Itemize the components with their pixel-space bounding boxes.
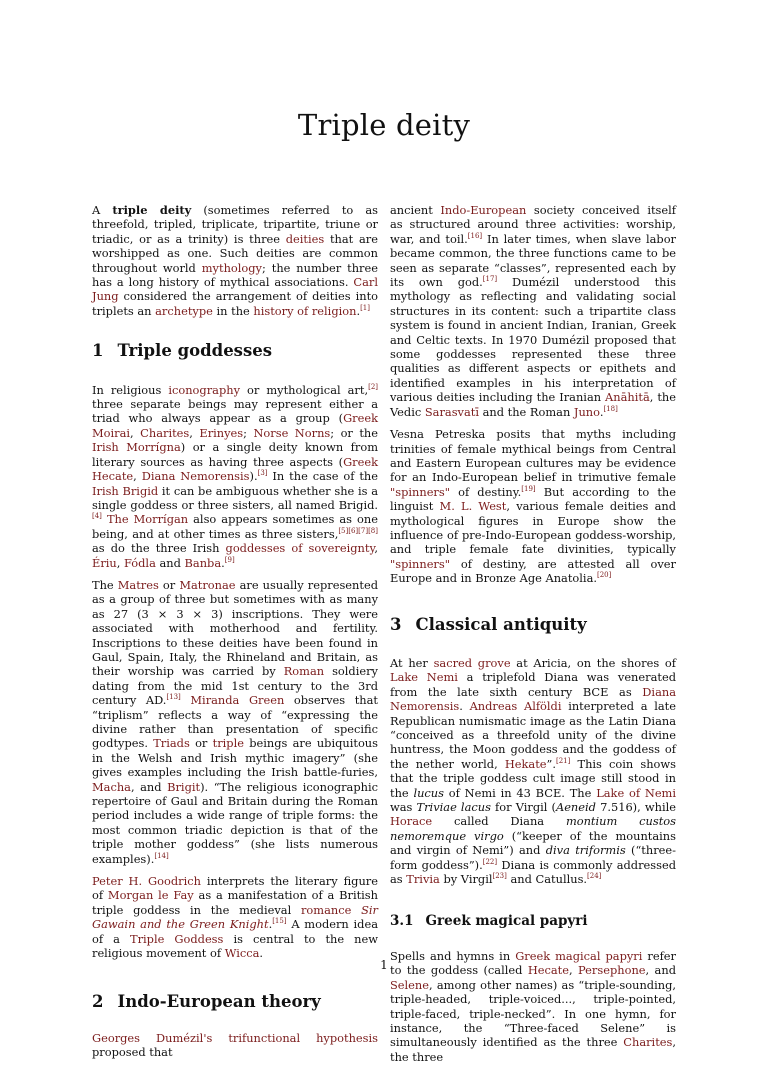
link-lake-of-nemi[interactable]: Lake of Nemi	[596, 785, 677, 800]
link-peter-h-goodrich[interactable]: Peter H. Goodrich	[92, 874, 201, 889]
link-georges-dumezil[interactable]: Georges Dumézil's	[92, 1030, 213, 1045]
paragraph: ancient Indo-European society conceived itself as structured around three activities: worship, war, and toil.[16] In later times, when slave labor became common, the three functions came to be seen as separate “classes”, represented each by its own god.[17] Dumézil understood this mythology as reflecting and validating social structures in its content: such a tripartite class system is found in ancient Indian, Iranian, Greek and Celtic texts. In 1970 Dumézil proposed that some goddesses represented these three qualities as different aspects or epithets and identified examples in his interpretation of various deities including the Iranian Anāhitā, the Vedic Sarasvatī and the Roman Juno.[18]	[390, 203, 676, 419]
link-greek-magical-papyri[interactable]: Greek magical papyri	[515, 948, 643, 963]
page-title: Triple deity	[297, 108, 471, 142]
link-diana-nemorensis-2[interactable]: Diana Nemorensis	[390, 684, 676, 714]
link-romance[interactable]: romance	[300, 902, 352, 917]
link-andreas-alfoldi[interactable]: Andreas Alföldi	[469, 699, 562, 714]
paragraph: Peter H. Goodrich interprets the literary figure of Morgan le Fay as a manifestation of a British triple goddess in the medieval romance Sir Gawain and the Green Knight.[15] A modern idea of a Triple Goddess is central to the new religious movement of Wicca.	[92, 874, 378, 961]
link-persephone[interactable]: Persephone	[578, 963, 646, 978]
link-norse-norns[interactable]: Norse Norns	[253, 425, 331, 440]
link-anahita[interactable]: Anāhitā	[605, 390, 650, 405]
intro-paragraph: A triple deity (sometimes referred to as threefold, tripled, triplicate, tripartite, triune or triadic, or as a trinity) is three deities that are worshipped as one. Such deities are common throughout world mythology; the number three has a long history of mythical associations. Carl Jung considered the arrangement of deities into triplets an archetype in the history of religion.[1]	[92, 203, 379, 318]
link-eriu[interactable]: Ériu	[92, 555, 117, 570]
paragraph: The Matres or Matronae are usually represented as a group of three but sometimes with as many as 27 (3 × 3 × 3) inscriptions. They were associated with motherhood and fertility. Inscriptions to these deities have been found in Gaul, Spain, Italy, the Rhineland and Britain, as their worship was carried by Roman soldiery dating from the mid 1st century to the 3rd century AD.[13] Miranda Green observes that “triplism” reflects a way of “expressing the divine rather than presentation of specific godtypes. Triads or triple beings are ubiquitous in the Welsh and Irish mythic imagery” (she gives examples including the Irish battle-furies, Macha, and Brigit). “The religious iconographic repertoire of Gaul and Britain during the Roman period includes a wide range of triple forms: the most common triadic depiction is that of the triple mother goddess” (she lists numerous examples).[14]	[92, 577, 379, 866]
paragraph: Vesna Petreska posits that myths including trinities of female mythical beings from Central and Eastern European cultures may be evidence for an Indo-European belief in trimutive female "spinners" of destiny.[19] But according to the linguist M. L. West, various female deities and mythological figures in Europe show the influence of pre-Indo-European goddess-worship, and triple female fate divinities, typically "spinners" of destiny, are attested all over Europe and in Bronze Age Anatolia.[20]	[390, 427, 676, 586]
link-carl-jung[interactable]: Carl Jung	[92, 275, 378, 304]
link-irish-brigid[interactable]: Irish Brigid	[92, 483, 159, 498]
link-mythology[interactable]: mythology	[201, 260, 262, 275]
link-irish-morrigna[interactable]: Irish Morrígna	[92, 440, 181, 455]
right-column	[390, 203, 676, 1072]
link-m-l-west[interactable]: M. L. West	[439, 499, 507, 514]
link-archetype[interactable]: archetype	[155, 303, 213, 318]
paragraph: In religious iconography or mythological art,[2] three separate beings may represent either a triad who always appear as a group (Greek Moirai, Charites, Erinyes; Norse Norns; or the Irish Morrígna) or a single deity known from literary sources as having three aspects (Greek Hecate, Diana Nemorensis).[3] In the case of the Irish Brigid it can be ambiguous whether she is a single goddess or three sisters, all named Brigid.[4] The Morrígan also appears sometimes as one being, and at other times as three sisters,[5][6][7][8] as do the three Irish goddesses of sovereignty, Ériu, Fódla and Banba.[9]	[92, 382, 379, 570]
link-lake-nemi[interactable]: Lake Nemi	[390, 670, 458, 685]
link-hekate[interactable]: Hekate	[504, 756, 547, 771]
link-erinyes[interactable]: Erinyes	[199, 425, 244, 440]
link-sarasvati[interactable]: Sarasvatī	[424, 404, 479, 419]
link-triple[interactable]: triple	[212, 736, 244, 751]
link-spinners[interactable]: "spinners"	[390, 484, 450, 499]
link-banba[interactable]: Banba	[184, 555, 222, 570]
link-roman[interactable]: Roman	[283, 664, 325, 679]
link-juno[interactable]: Juno	[573, 404, 600, 419]
link-history-of-religion[interactable]: history of religion	[253, 303, 357, 318]
link-charites-2[interactable]: Charites	[623, 1035, 673, 1050]
link-horace[interactable]: Horace	[390, 814, 433, 829]
ref-1[interactable]: [1]	[360, 304, 370, 313]
link-macha[interactable]: Macha	[92, 779, 131, 794]
link-deities[interactable]: deities	[285, 231, 325, 246]
section-heading-triple-goddesses: 1 Triple goddesses	[92, 341, 273, 361]
link-selene[interactable]: Selene	[390, 977, 430, 992]
link-brigit[interactable]: Brigit	[167, 779, 201, 794]
link-greek-hecate[interactable]: Greek Hecate	[92, 454, 378, 484]
link-matronae[interactable]: Matronae	[179, 577, 236, 592]
link-matres[interactable]: Matres	[117, 577, 159, 592]
link-trifunctional-hypothesis[interactable]: trifunctional hypothesis	[228, 1030, 379, 1045]
link-wicca[interactable]: Wicca	[224, 946, 260, 961]
link-spinners-2[interactable]: "spinners"	[390, 556, 450, 571]
link-sacred-grove[interactable]: sacred grove	[433, 655, 511, 670]
link-hecate[interactable]: Hecate	[527, 963, 569, 978]
section-heading-classical-antiquity: 3 Classical antiquity	[390, 614, 587, 634]
page-number: 1	[380, 958, 388, 972]
link-the-morrigan[interactable]: The Morrígan	[106, 512, 189, 527]
section-heading-indo-european-theory: 2 Indo-European theory	[92, 991, 321, 1011]
link-trivia[interactable]: Trivia	[406, 872, 440, 887]
link-indo-european[interactable]: Indo-European	[440, 203, 527, 217]
subsection-heading-greek-magical-papyri: 3.1 Greek magical papyri	[390, 913, 588, 930]
link-sir-gawain[interactable]: Sir Gawain and the Green Knight	[92, 902, 378, 932]
paragraph: Georges Dumézil's trifunctional hypothesis proposed that	[92, 1030, 379, 1060]
link-diana-nemorensis[interactable]: Diana Nemorensis	[141, 469, 250, 484]
link-triads[interactable]: Triads	[153, 736, 190, 751]
left-column	[92, 203, 378, 1068]
link-charites[interactable]: Charites	[140, 425, 190, 440]
link-iconography[interactable]: iconography	[168, 382, 241, 397]
link-fodla[interactable]: Fódla	[124, 555, 156, 570]
link-greek-moirai[interactable]: Greek Moirai	[92, 411, 378, 440]
paragraph: At her sacred grove at Aricia, on the shores of Lake Nemi a triplefold Diana was venerated from the late sixth century BCE as Diana Nemorensis. Andreas Alföldi interpreted a late Republican numismatic image as the Latin Diana “conceived as a threefold unity of the divine huntress, the Moon goddess and the goddess of the nether world, Hekate”.[21] This coin shows that the triple goddess cult image still stood in the lucus of Nemi in 43 BCE. The Lake of Nemi was Triviae lacus for Virgil (Aeneid 7.516), while Horace called Diana montium custos nemoremque virgo (“keeper of the mountains and virgin of Nemi”) and diva triformis (“three-form goddess”).[22] Diana is commonly addressed as Trivia by Virgil[23] and Catullus.[24]	[390, 655, 677, 887]
link-triple-goddess[interactable]: Triple Goddess	[129, 931, 224, 946]
link-miranda-green[interactable]: Miranda Green	[190, 693, 285, 708]
link-morgan-le-fay[interactable]: Morgan le Fay	[107, 888, 194, 903]
paragraph: Spells and hymns in Greek magical papyri refer to the goddess (called Hecate, Persephone, and Selene, among other names) as “triple-sounding, triple-headed, triple-voiced..., triple-pointed, triple-faced, triple-necked”. In one hymn, for instance, the “Three-faced Selene” is simultaneously identified as the three Charites, the three	[390, 948, 676, 1064]
link-goddesses-of-sovereignty[interactable]: goddesses of sovereignty	[225, 541, 375, 556]
